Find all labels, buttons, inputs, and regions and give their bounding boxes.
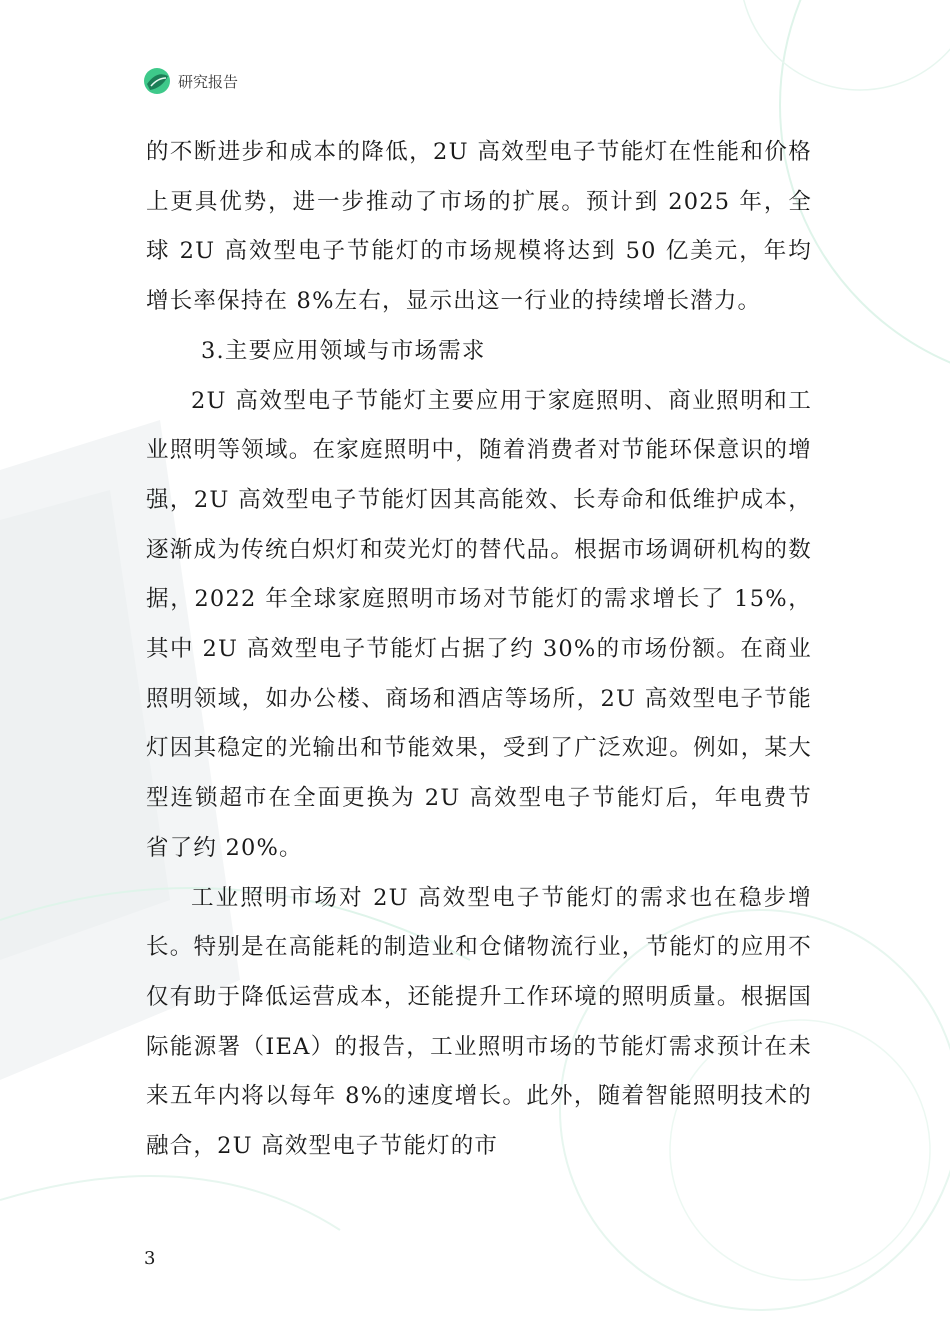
paragraph-applications: 2U 高效型电子节能灯主要应用于家庭照明、商业照明和工业照明等领域。在家庭照明中，随着消费者对节能环保意识的增强，2U 高效型电子节能灯因其高能效、长寿命和低维护成本，逐渐成为传统白炽灯和荧光灯的替代品。根据市场调研机构的数据，2022 年全球家庭照明市场对节能灯的需求增长了 15%，其中 2U 高效型电子节能灯占据了约 30%的市场份额。在商业照明领域，如办公楼、商场和酒店等场所，2U 高效型电子节能灯因其稳定的光输出和节能效果，受到了广泛欢迎。例如，某大型连锁超市在全面更换为 2U 高效型电子节能灯后，年电费节省了约 20%。 (146, 387, 812, 861)
header-title: 研究报告 (178, 72, 239, 91)
page-number: 3 (144, 1248, 156, 1269)
paragraph-industrial: 工业照明市场对 2U 高效型电子节能灯的需求也在稳步增长。特别是在高能耗的制造业和仓储物流行业，节能灯的应用不仅有助于降低运营成本，还能提升工作环境的照明质量。根据国际能源署（IEA）的报告，工业照明市场的节能灯需求预计在未来五年内将以每年 8%的速度增长。此外，随着智能照明技术的融合，2U 高效型电子节能灯的市 (146, 884, 812, 1160)
section-heading: 3.主要应用领域与市场需求 (201, 337, 486, 364)
report-header (142, 64, 238, 98)
paragraph-market-growth: 的不断进步和成本的降低，2U 高效型电子节能灯在性能和价格上更具优势，进一步推动了市场的扩展。预计到 2025 年，全球 2U 高效型电子节能灯的市场规模将达到 50 亿美元，年均增长率保持在 8%左右，显示出这一行业的持续增长潜力。 (146, 139, 812, 315)
leaf-globe-logo-icon (142, 66, 172, 96)
document-body (146, 128, 812, 1172)
